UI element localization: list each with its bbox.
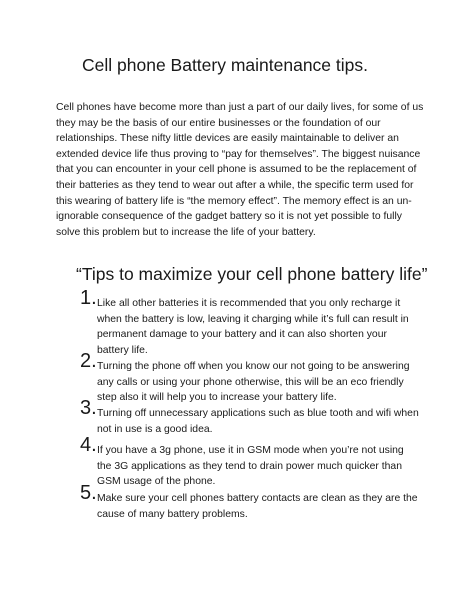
tip-number: 5. (80, 482, 97, 504)
tip-number: 3. (80, 397, 97, 419)
tips-heading: “Tips to maximize your cell phone battery life” (76, 264, 428, 284)
tip-text: Turning off unnecessary applications such as blue tooth and wifi when not in use is a good idea. (97, 408, 419, 435)
tip-text: If you have a 3g phone, use it in GSM mode when you’re not using the 3G applications as they tend to drain power much quicker than GSM usage of the phone. (97, 445, 404, 488)
document-title: Cell phone Battery maintenance tips. (82, 55, 368, 75)
tip-text: Make sure your cell phones battery contacts are clean as they are the cause of many battery problems. (97, 493, 418, 520)
tip-number: 4. (80, 434, 97, 456)
intro-paragraph: Cell phones have become more than just a part of our daily lives, for some of us they may be the basis of our entire businesses or the foundation of our relationships. These nifty little devices are easily maintainable to deliver an extended device life thus proving to “pay for themselves”. The biggest nuisance that you can encounter in your cell phone is assumed to be the replacement of their batteries as they tend to wear out after a while, the specific term used for this wearing of battery life is “the memory effect”. The memory effect is an un-ignorable consequence of the gadget battery so it is not yet possible to fully solve this problem but to increase the life of your battery. (56, 102, 424, 238)
tip-text: Like all other batteries it is recommended that you only recharge it when the battery is low, leaving it charging while it’s full can result in permanent damage to your battery and it can also shorten your battery life. (97, 298, 409, 356)
tip-number: 2. (80, 350, 97, 372)
tip-text: Turning the phone off when you know our not going to be answering any calls or using your phone otherwise, this will be an eco friendly step also it will help you to increase your battery life. (97, 361, 410, 404)
tip-number: 1. (80, 287, 97, 309)
